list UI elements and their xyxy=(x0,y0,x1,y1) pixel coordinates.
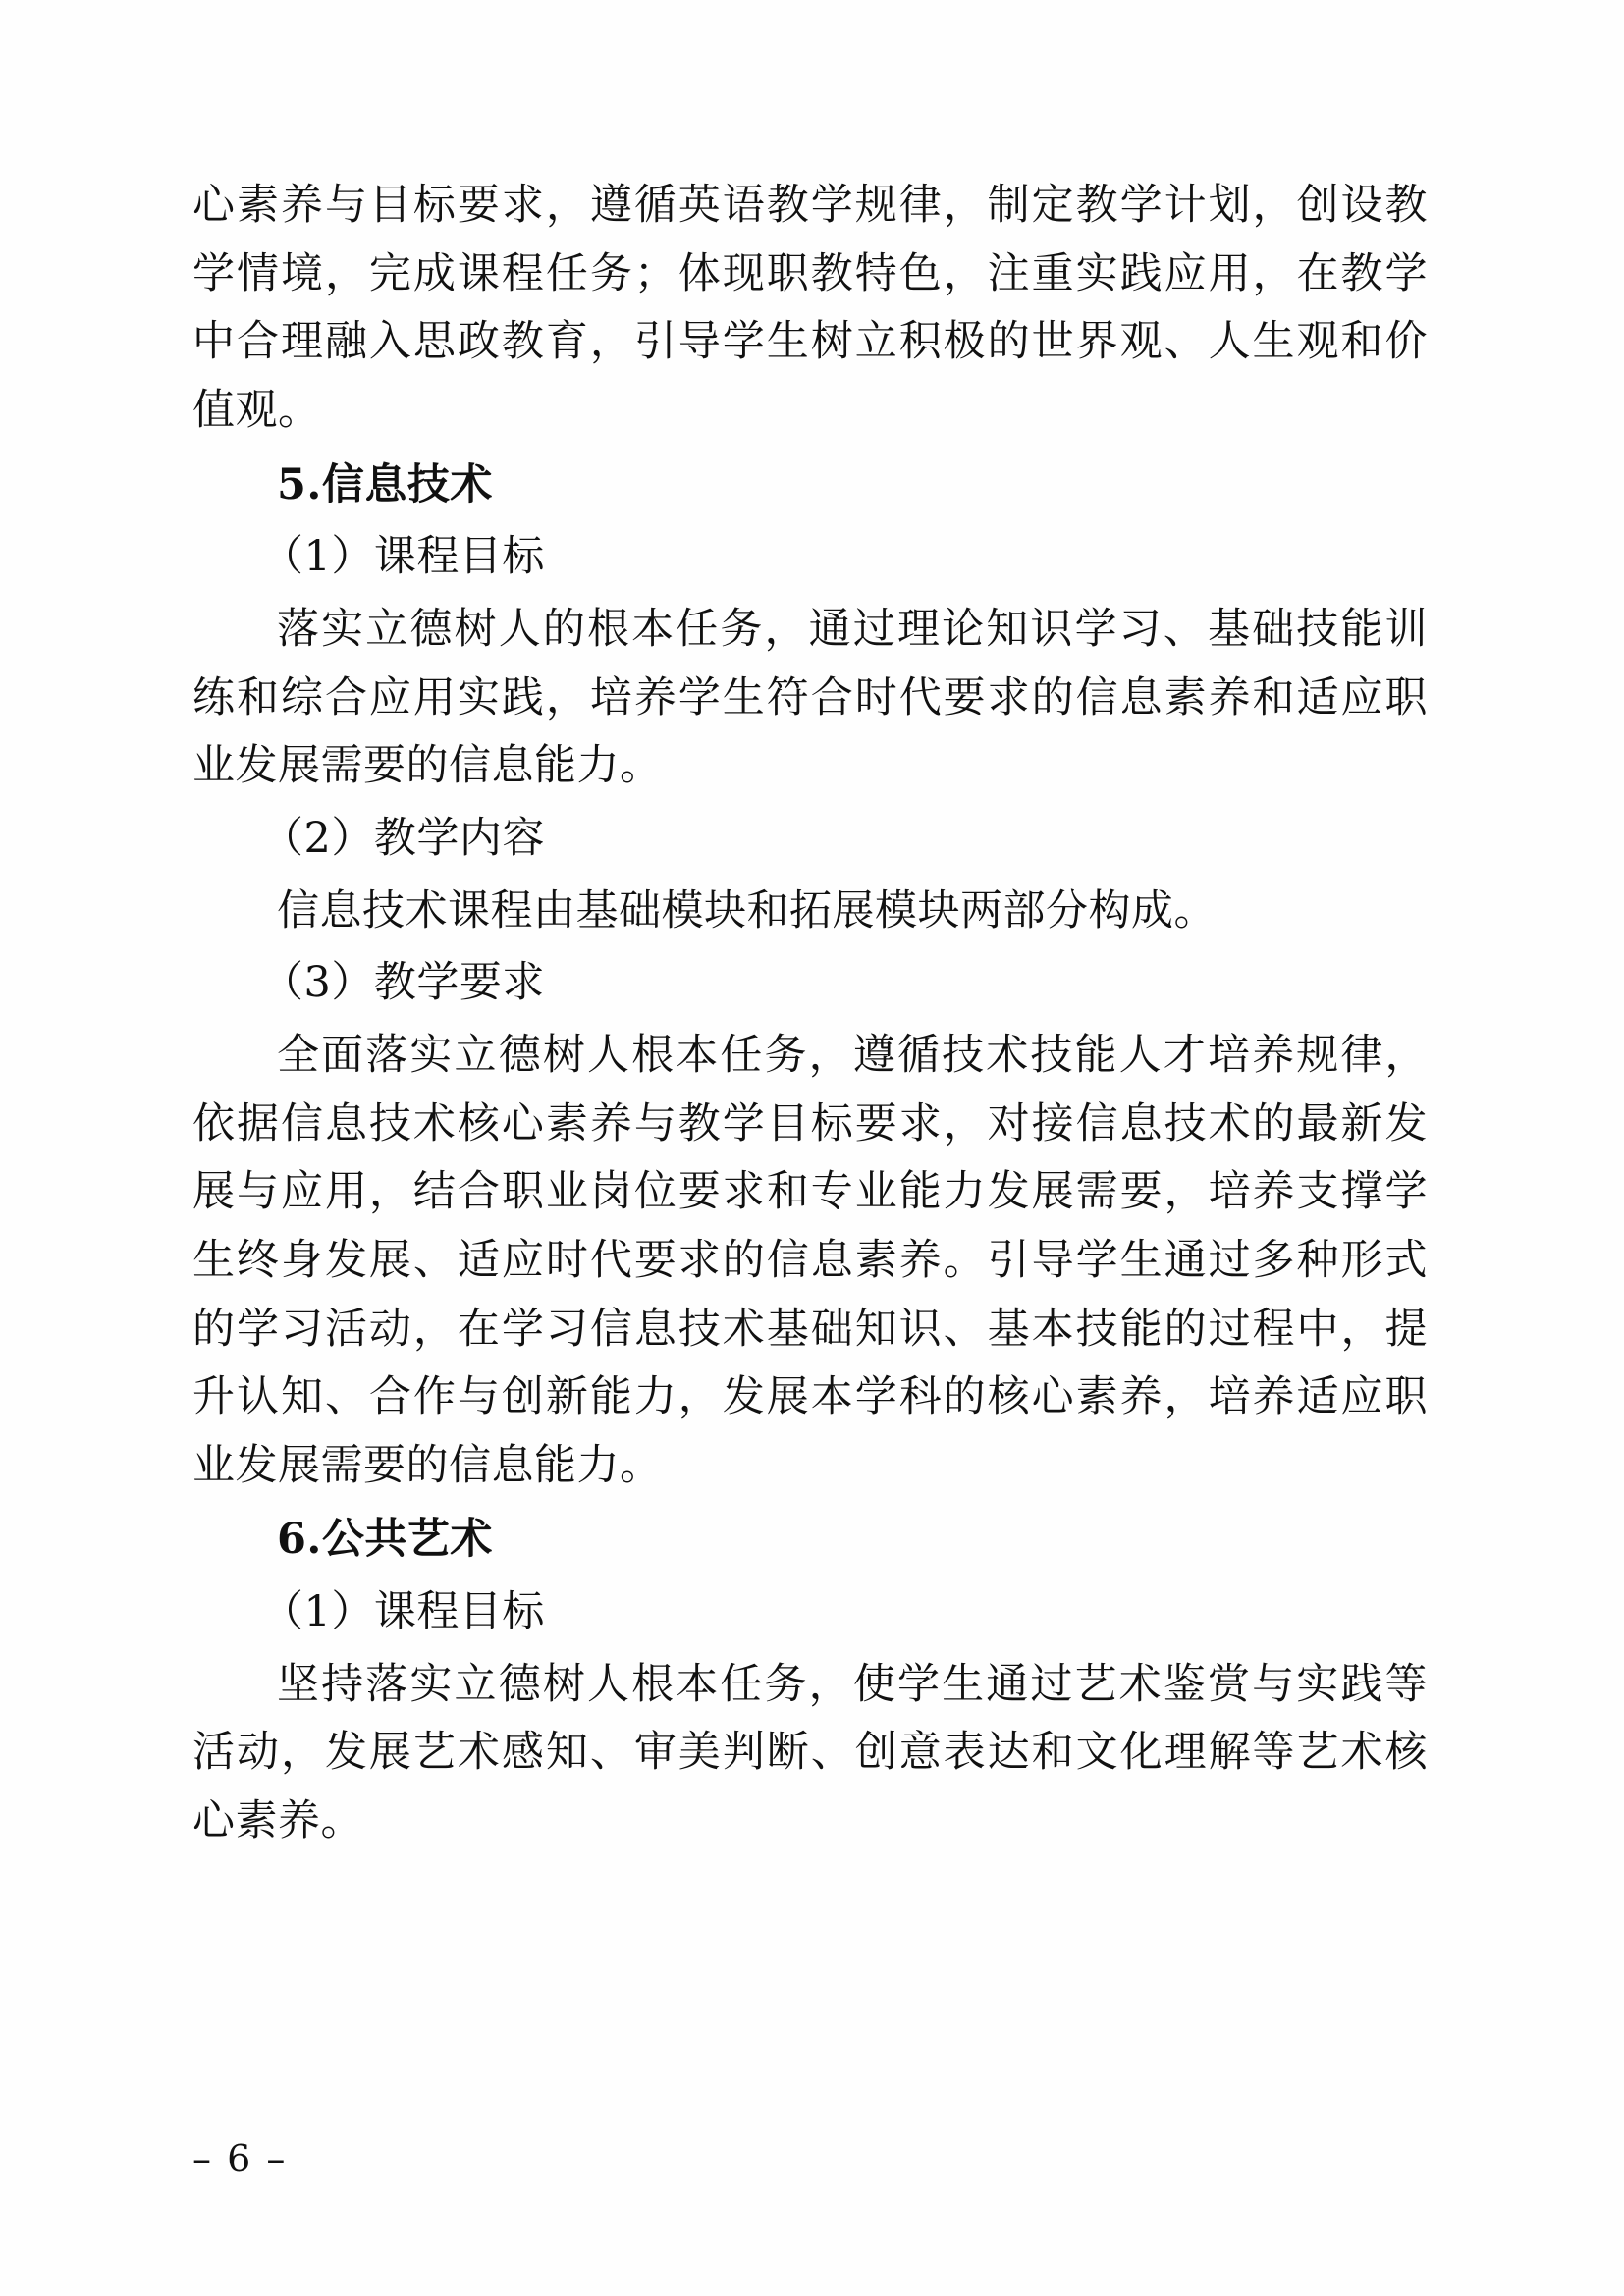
subsection-label-teaching-requirements-it: （3）教学要求 xyxy=(261,958,545,1008)
subsection-label-course-objective-art: （1）课程目标 xyxy=(261,1587,545,1637)
page-body xyxy=(192,172,1428,1860)
page-number: – 6 – xyxy=(192,2137,288,2180)
subsection-label-teaching-content-it: （2）教学内容 xyxy=(261,813,545,863)
paragraph-continuation: 心素养与目标要求，遵循英语教学规律，制定教学计划，创设教学情境，完成课程任务；体现职教特色，注重实践应用，在教学中合理融入思政教育，引导学生树立积极的世界观、人生观和价值观。 xyxy=(192,181,1428,435)
paragraph-course-objective-art: 坚持落实立德树人根本任务，使学生通过艺术鉴赏与实践等活动，发展艺术感知、审美判断、创意表达和文化理解等艺术核心素养。 xyxy=(192,1659,1428,1846)
paragraph-teaching-content-it: 信息技术课程由基础模块和拓展模块两部分构成。 xyxy=(277,885,1217,935)
subsection-label-course-objective-it: （1）课程目标 xyxy=(261,532,545,582)
section-heading-information-technology: 5.信息技术 xyxy=(277,459,493,509)
paragraph-teaching-requirements-it: 全面落实立德树人根本任务，遵循技术技能人才培养规律，依据信息技术核心素养与教学目标要求，对接信息技术的最新发展与应用，结合职业岗位要求和专业能力发展需要，培养支撑学生终身发展、适应时代要求的信息素养。引导学生通过多种形式的学习活动，在学习信息技术基础知识、基本技能的过程中，提升认知、合作与创新能力，发展本学科的核心素养，培养适应职业发展需要的信息能力。 xyxy=(192,1030,1428,1490)
section-heading-public-art: 6.公共艺术 xyxy=(277,1515,493,1565)
paragraph-course-objective-it: 落实立德树人的根本任务，通过理论知识学习、基础技能训练和综合应用实践，培养学生符合时代要求的信息素养和适应职业发展需要的信息能力。 xyxy=(192,604,1428,791)
